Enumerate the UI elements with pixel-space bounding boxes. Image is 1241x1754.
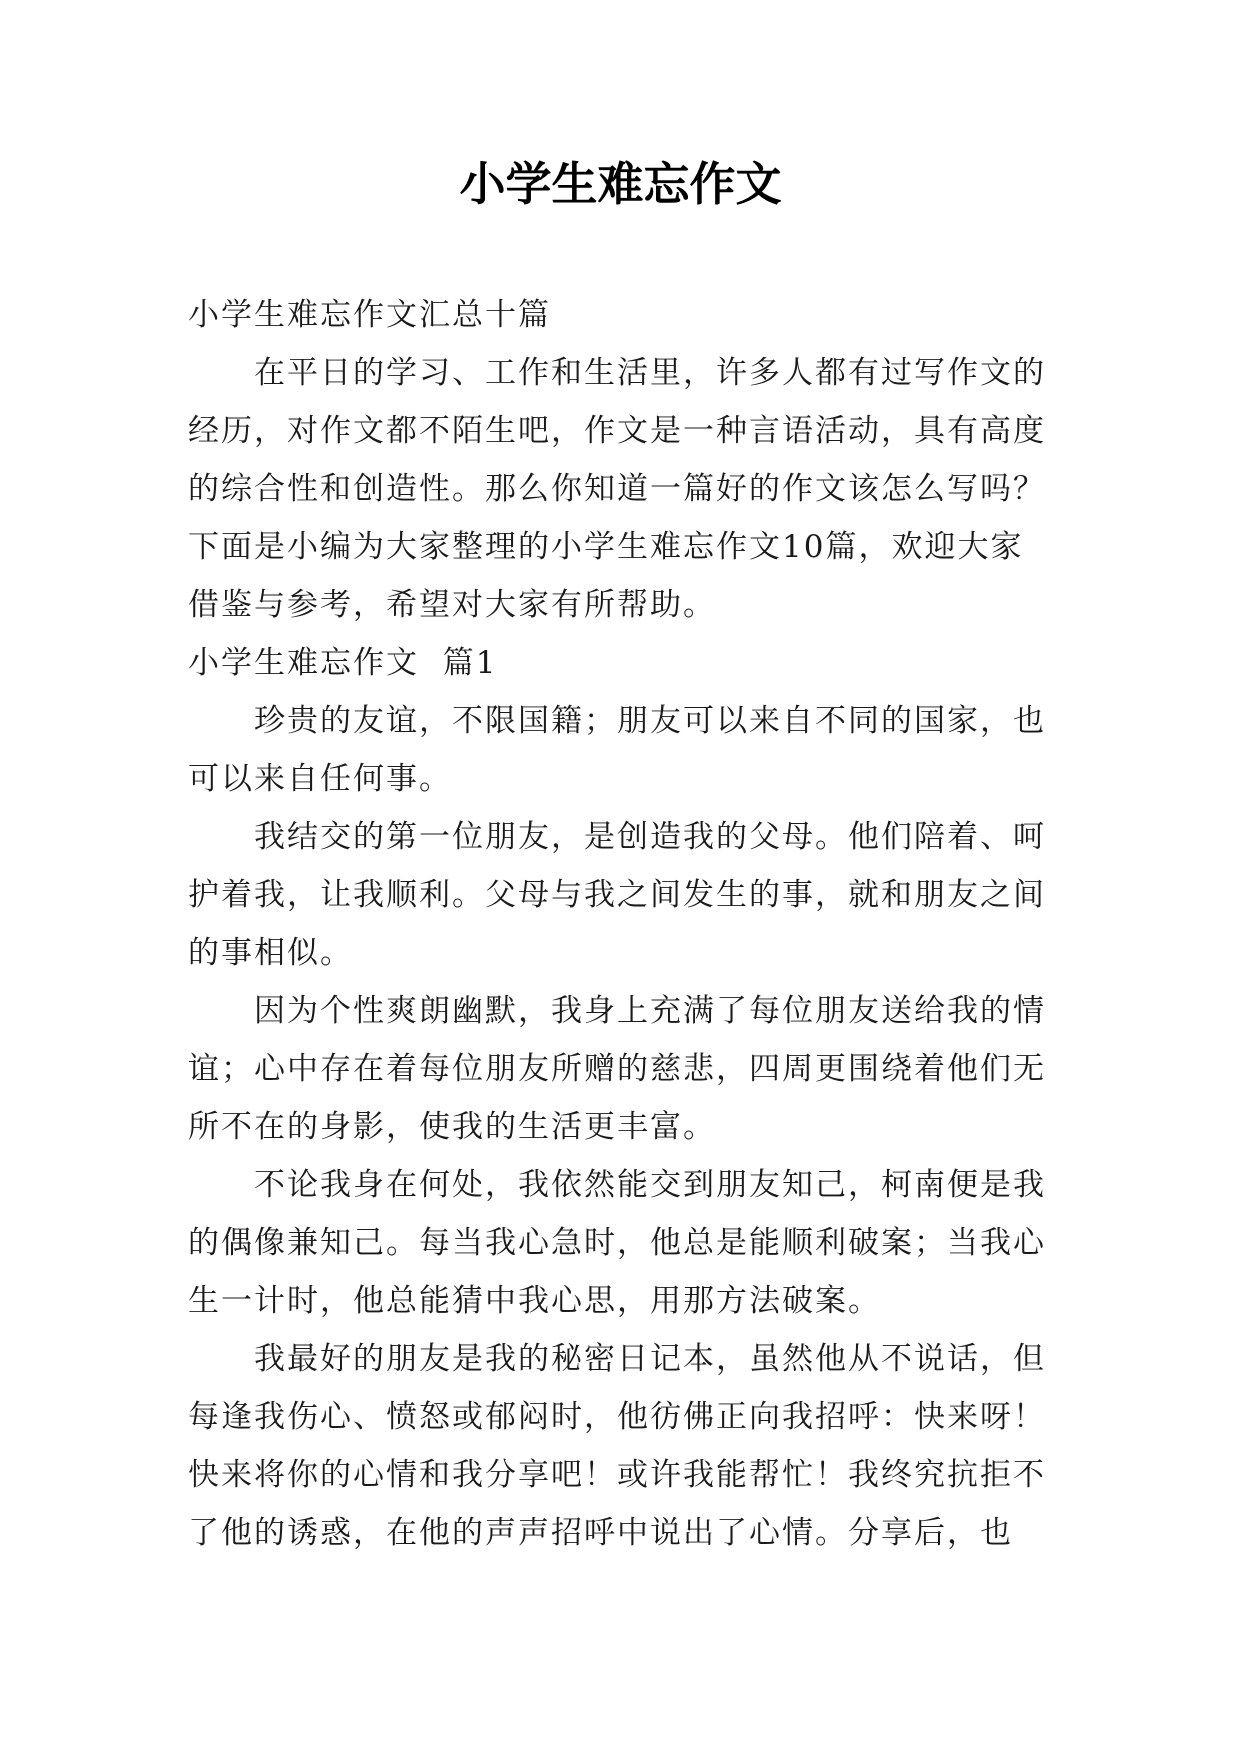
body-paragraph: 因为个性爽朗幽默，我身上充满了每位朋友送给我的情谊；心中存在着每位朋友所赠的慈悲，四周更围绕着他们无所不在的身影，使我的生活更丰富。	[188, 993, 1046, 1145]
body-paragraph: 我结交的第一位朋友，是创造我的父母。他们陪着、呵护着我，让我顺利。父母与我之间发生的事，就和朋友之间的事相似。	[188, 819, 1046, 971]
body-paragraph: 珍贵的友谊，不限国籍；朋友可以来自不同的国家，也可以来自任何事。	[188, 703, 1046, 797]
body-paragraph: 我最好的朋友是我的秘密日记本，虽然他从不说话，但每逢我伤心、愤怒或郁闷时，他彷佛正向我招呼：快来呀！快来将你的心情和我分享吧！或许我能帮忙！我终究抗拒不了他的诱惑，在他的声声招呼中说出了心情。分享后，也	[188, 1341, 1046, 1551]
document-body	[188, 286, 1048, 1562]
section-heading: 小学生难忘作文 篇1	[188, 645, 498, 681]
intro-paragraph: 在平日的学习、工作和生活里，许多人都有过写作文的经历，对作文都不陌生吧，作文是一种言语活动，具有高度的综合性和创造性。那么你知道一篇好的作文该怎么写吗？下面是小编为大家整理的小学生难忘作文10篇，欢迎大家借鉴与参考，希望对大家有所帮助。	[188, 355, 1046, 623]
body-paragraph: 不论我身在何处，我依然能交到朋友知己，柯南便是我的偶像兼知己。每当我心急时，他总是能顺利破案；当我心生一计时，他总能猜中我心思，用那方法破案。	[188, 1167, 1046, 1319]
document-title: 小学生难忘作文	[459, 157, 782, 211]
document-subtitle: 小学生难忘作文汇总十篇	[188, 297, 551, 333]
